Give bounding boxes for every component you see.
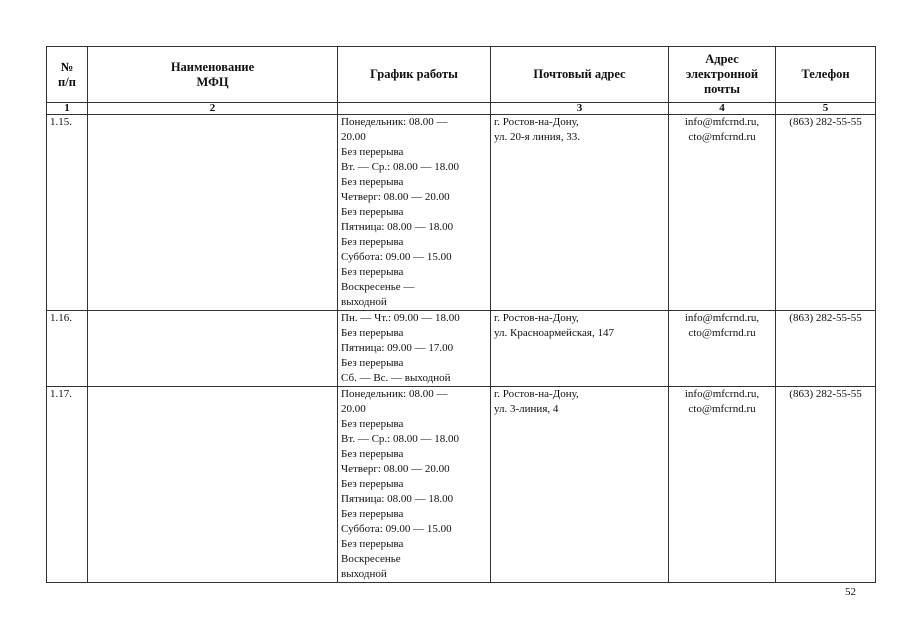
cell-schedule [338, 115, 491, 311]
cell-schedule [338, 387, 491, 583]
cell-email [669, 387, 776, 583]
cell-email [669, 115, 776, 311]
cell-schedule-line: 20.00 [341, 403, 366, 415]
cell-schedule-line: Без перерыва [341, 206, 404, 218]
cell-schedule [338, 311, 491, 387]
cell-schedule-line: Без перерыва [341, 327, 404, 339]
cell-schedule-line: Сб. — Вс. — выходной [341, 372, 451, 384]
cell-schedule-line: Вт. — Ср.: 08.00 — 18.00 [341, 161, 459, 173]
cell-schedule-line: выходной [341, 296, 387, 308]
header-address: Почтовый адрес [491, 47, 669, 103]
cell-schedule-line: Воскресенье [341, 553, 401, 565]
table-row [47, 311, 876, 387]
column-number: 4 [669, 103, 776, 115]
cell-schedule-line: Суббота: 09.00 — 15.00 [341, 523, 452, 535]
table-row [47, 387, 876, 583]
cell-schedule-line: Воскресенье — [341, 281, 415, 293]
cell-phone: (863) 282-55-55 [776, 387, 876, 583]
cell-address-line: г. Ростов-на-Дону, [494, 388, 579, 400]
cell-schedule-line: Без перерыва [341, 357, 404, 369]
cell-schedule-line: выходной [341, 568, 387, 580]
mfc-table [46, 46, 876, 583]
cell-schedule-line: Вт. — Ср.: 08.00 — 18.00 [341, 433, 459, 445]
column-number: 3 [491, 103, 669, 115]
cell-name [88, 311, 338, 387]
cell-schedule-line: Без перерыва [341, 236, 404, 248]
cell-address-line: ул. 3-линия, 4 [494, 403, 559, 415]
header-row [47, 47, 876, 103]
header-line: Адрес [705, 52, 739, 66]
header-email [669, 47, 776, 103]
cell-schedule-line: Суббота: 09.00 — 15.00 [341, 251, 452, 263]
cell-email-line: info@mfcrnd.ru, [684, 388, 760, 400]
cell-schedule-line: Пятница: 08.00 — 18.00 [341, 221, 454, 233]
cell-email-line: cto@mfcrnd.ru [688, 403, 756, 415]
cell-schedule-line: 20.00 [341, 131, 366, 143]
cell-address-line: г. Ростов-на-Дону, [494, 312, 579, 324]
table-row [47, 115, 876, 311]
cell-name [88, 115, 338, 311]
cell-schedule-line: Без перерыва [341, 146, 404, 158]
cell-address-line: ул. Красноармейская, 147 [494, 327, 614, 339]
cell-email-line: info@mfcrnd.ru, [684, 312, 760, 324]
page-number: 52 [845, 586, 856, 598]
cell-schedule-line: Понедельник: 08.00 — [341, 388, 448, 400]
header-line: Наименование [170, 59, 255, 74]
cell-email-line: info@mfcrnd.ru, [684, 116, 760, 128]
cell-address [491, 311, 669, 387]
cell-num: 1.17. [47, 387, 88, 583]
header-line: почты [703, 82, 741, 96]
column-number: 2 [88, 103, 338, 115]
header-schedule: График работы [338, 47, 491, 103]
cell-schedule-line: Без перерыва [341, 266, 404, 278]
header-line: электронной [685, 67, 759, 81]
cell-num: 1.15. [47, 115, 88, 311]
table-body [47, 115, 876, 583]
header-num [47, 47, 88, 103]
cell-email-line: cto@mfcrnd.ru [688, 131, 756, 143]
cell-email-line: cto@mfcrnd.ru [688, 327, 756, 339]
cell-schedule-line: Без перерыва [341, 478, 404, 490]
cell-schedule-line: Понедельник: 08.00 — [341, 116, 448, 128]
header-phone: Телефон [776, 47, 876, 103]
cell-schedule-line: Без перерыва [341, 448, 404, 460]
cell-address-line: ул. 20-я линия, 33. [494, 131, 580, 143]
cell-address-line: г. Ростов-на-Дону, [494, 116, 579, 128]
column-number [338, 103, 491, 115]
cell-schedule-line: Пятница: 09.00 — 17.00 [341, 342, 454, 354]
cell-num: 1.16. [47, 311, 88, 387]
header-line: № [60, 59, 74, 74]
cell-schedule-line: Без перерыва [341, 538, 404, 550]
cell-schedule-line: Четверг: 08.00 — 20.00 [341, 463, 450, 475]
column-number-row [47, 103, 876, 115]
cell-address [491, 115, 669, 311]
header-line: МФЦ [196, 74, 229, 89]
cell-phone: (863) 282-55-55 [776, 311, 876, 387]
cell-schedule-line: Без перерыва [341, 508, 404, 520]
cell-schedule-line: Без перерыва [341, 176, 404, 188]
cell-email [669, 311, 776, 387]
column-number: 5 [776, 103, 876, 115]
cell-schedule-line: Пн. — Чт.: 09.00 — 18.00 [341, 312, 460, 324]
header-line: п/п [58, 74, 76, 89]
cell-schedule-line: Четверг: 08.00 — 20.00 [341, 191, 450, 203]
cell-address [491, 387, 669, 583]
column-number: 1 [47, 103, 88, 115]
cell-phone: (863) 282-55-55 [776, 115, 876, 311]
cell-name [88, 387, 338, 583]
header-name [88, 47, 338, 103]
cell-schedule-line: Пятница: 08.00 — 18.00 [341, 493, 454, 505]
cell-schedule-line: Без перерыва [341, 418, 404, 430]
